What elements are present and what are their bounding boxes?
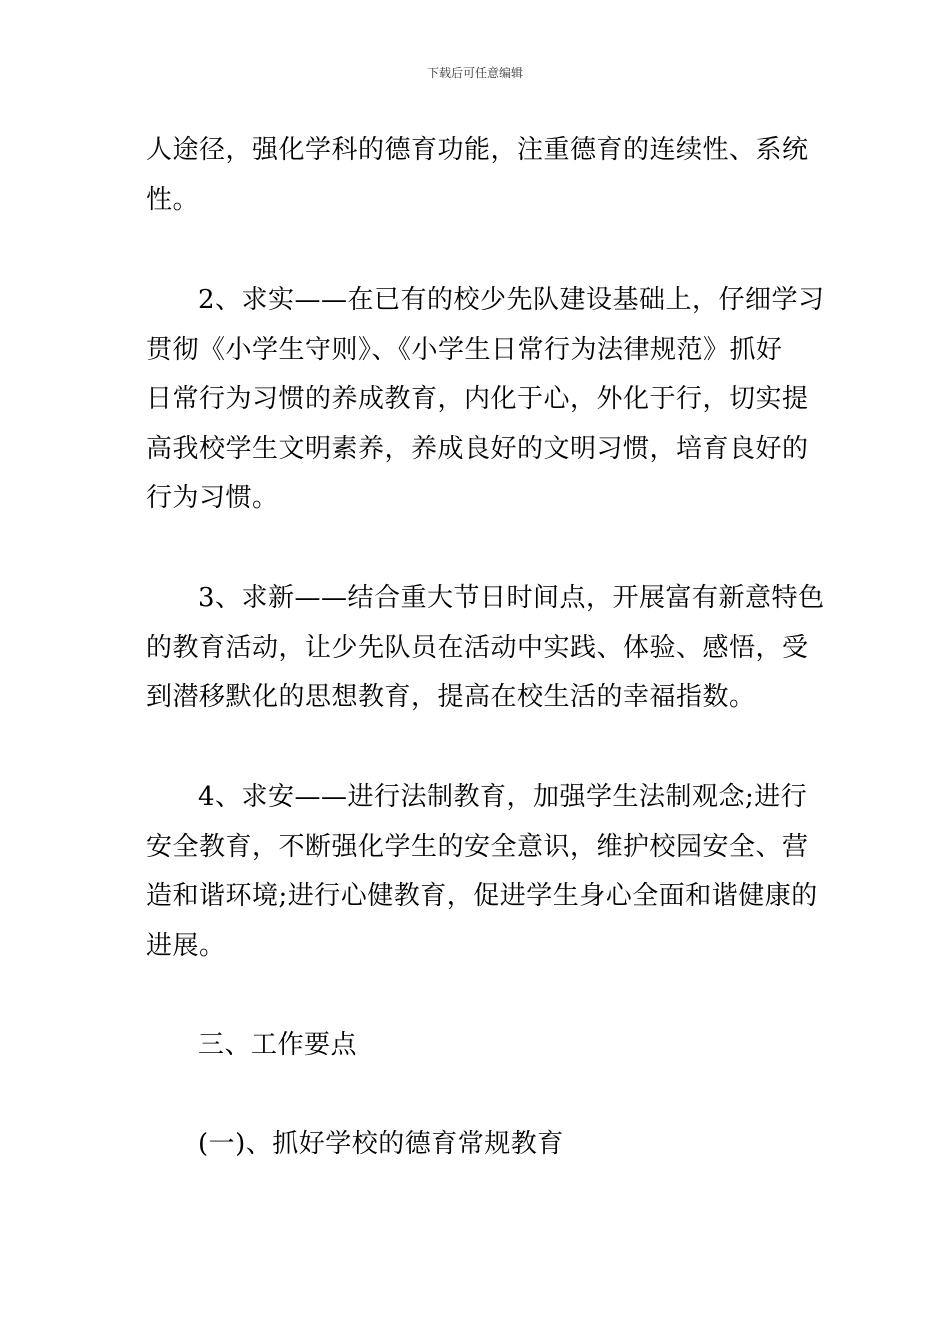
text-line: 的教育活动，让少先队员在活动中实践、体验、感悟，受: [146, 632, 809, 663]
text-line: 到潜移默化的思想教育，提高在校生活的幸福指数。: [146, 682, 756, 712]
text-line: 安全教育，不断强化学生的安全意识，维护校园安全、营: [146, 831, 809, 862]
text-line: 日常行为习惯的养成教育，内化于心，外化于行，切实提: [146, 384, 809, 414]
text-line: 贯彻《小学生守则》、《小学生日常行为法律规范》抓好: [146, 334, 783, 365]
text-line: 行为习惯。: [146, 483, 279, 513]
text-line: 2、求实——在已有的校少先队建设基础上，仔细学习: [198, 285, 825, 315]
text-line: 性。: [146, 184, 200, 215]
text-line: 进展。: [146, 930, 226, 961]
page-header: 下载后可任意编辑: [426, 66, 523, 80]
text-line: (一)、抓好学校的德育常规教育: [198, 1129, 564, 1159]
section-heading: [146, 1021, 810, 1071]
paragraph-item-2: [146, 276, 825, 524]
text-line: 高我校学生文明素养，养成良好的文明习惯，培育良好的: [146, 433, 809, 464]
text-line: 3、求新——结合重大节日时间点，开展富有新意特色: [198, 583, 825, 613]
text-line: 人途径，强化学科的德育功能，注重德育的连续性、系统: [146, 135, 809, 165]
text-line: 造和谐环境;进行心健教育，促进学生身心全面和谐健康的: [146, 881, 818, 911]
paragraph-item-3: [146, 574, 825, 723]
paragraph-item-4: [146, 773, 818, 971]
subsection-heading: [146, 1120, 810, 1170]
text-line: 三、工作要点: [198, 1030, 358, 1060]
paragraph-continuation: [146, 126, 810, 225]
text-line: 4、求安——进行法制教育，加强学生法制观念;进行: [198, 782, 808, 812]
